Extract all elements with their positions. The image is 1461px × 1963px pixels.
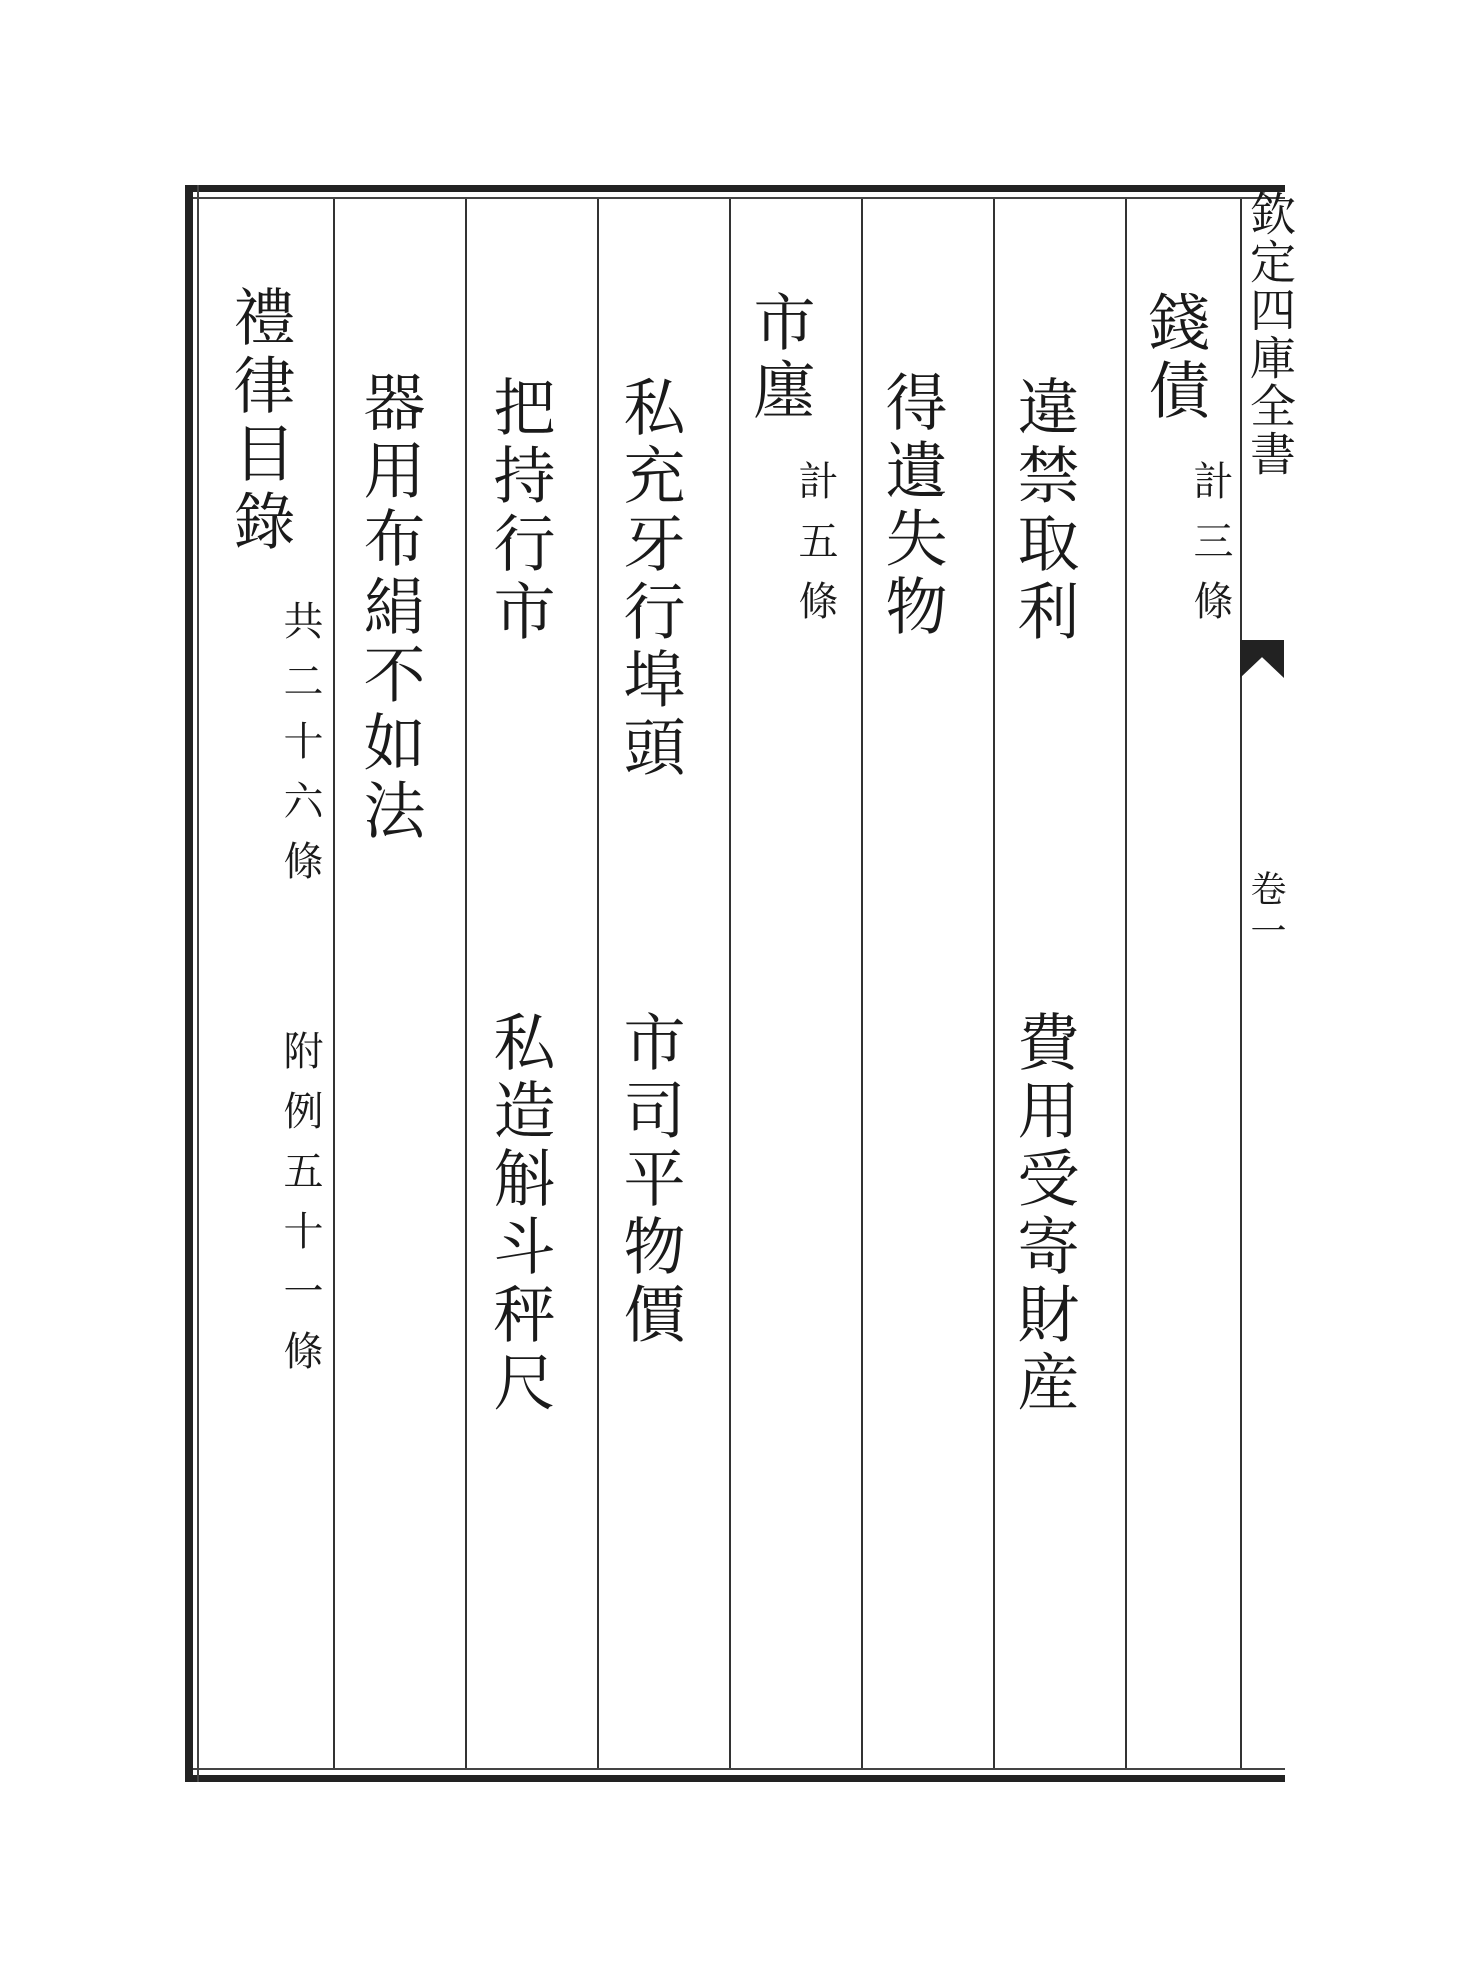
- page-frame: [185, 185, 1285, 1790]
- column-rule: [333, 199, 335, 1768]
- frame-border-bottom: [185, 1775, 1285, 1782]
- margin-book-title: 欽定四庫全書: [1243, 190, 1297, 478]
- entry-title: 錢債: [1138, 290, 1211, 426]
- entry-item: 器用布絹不如法: [353, 370, 426, 846]
- margin-volume-number: 卷一: [1245, 870, 1286, 954]
- chapter-title: 禮律目錄: [223, 285, 296, 557]
- entry-item: 把持行市: [483, 375, 556, 647]
- frame-border-left: [185, 185, 193, 1782]
- frame-border-bottom-inner: [185, 1768, 1285, 1770]
- column-rule: [729, 199, 731, 1768]
- column-rule: [1125, 199, 1127, 1768]
- column-rule: [465, 199, 467, 1768]
- entry-count-note: 計三條: [1187, 460, 1233, 640]
- column-rule: [597, 199, 599, 1768]
- frame-border-top-inner: [185, 197, 1285, 199]
- chapter-count-note: 共二十六條: [277, 600, 323, 900]
- entry-title: 市廛: [743, 290, 816, 426]
- entry-item: 得遺失物: [875, 370, 948, 642]
- column-rule: [861, 199, 863, 1768]
- entry-item: 市司平物價: [613, 1010, 686, 1350]
- entry-item: 違禁取利: [1007, 375, 1080, 647]
- entry-item: 費用受寄財産: [1007, 1010, 1080, 1418]
- entry-item: 私充牙行埠頭: [613, 375, 686, 783]
- chapter-appendix-note: 附例五十一條: [277, 1030, 323, 1390]
- frame-border-top: [185, 185, 1285, 192]
- entry-count-note: 計五條: [792, 460, 838, 640]
- column-rule: [993, 199, 995, 1768]
- frame-border-left-inner: [197, 185, 199, 1782]
- entry-item: 私造斛斗秤尺: [483, 1010, 556, 1418]
